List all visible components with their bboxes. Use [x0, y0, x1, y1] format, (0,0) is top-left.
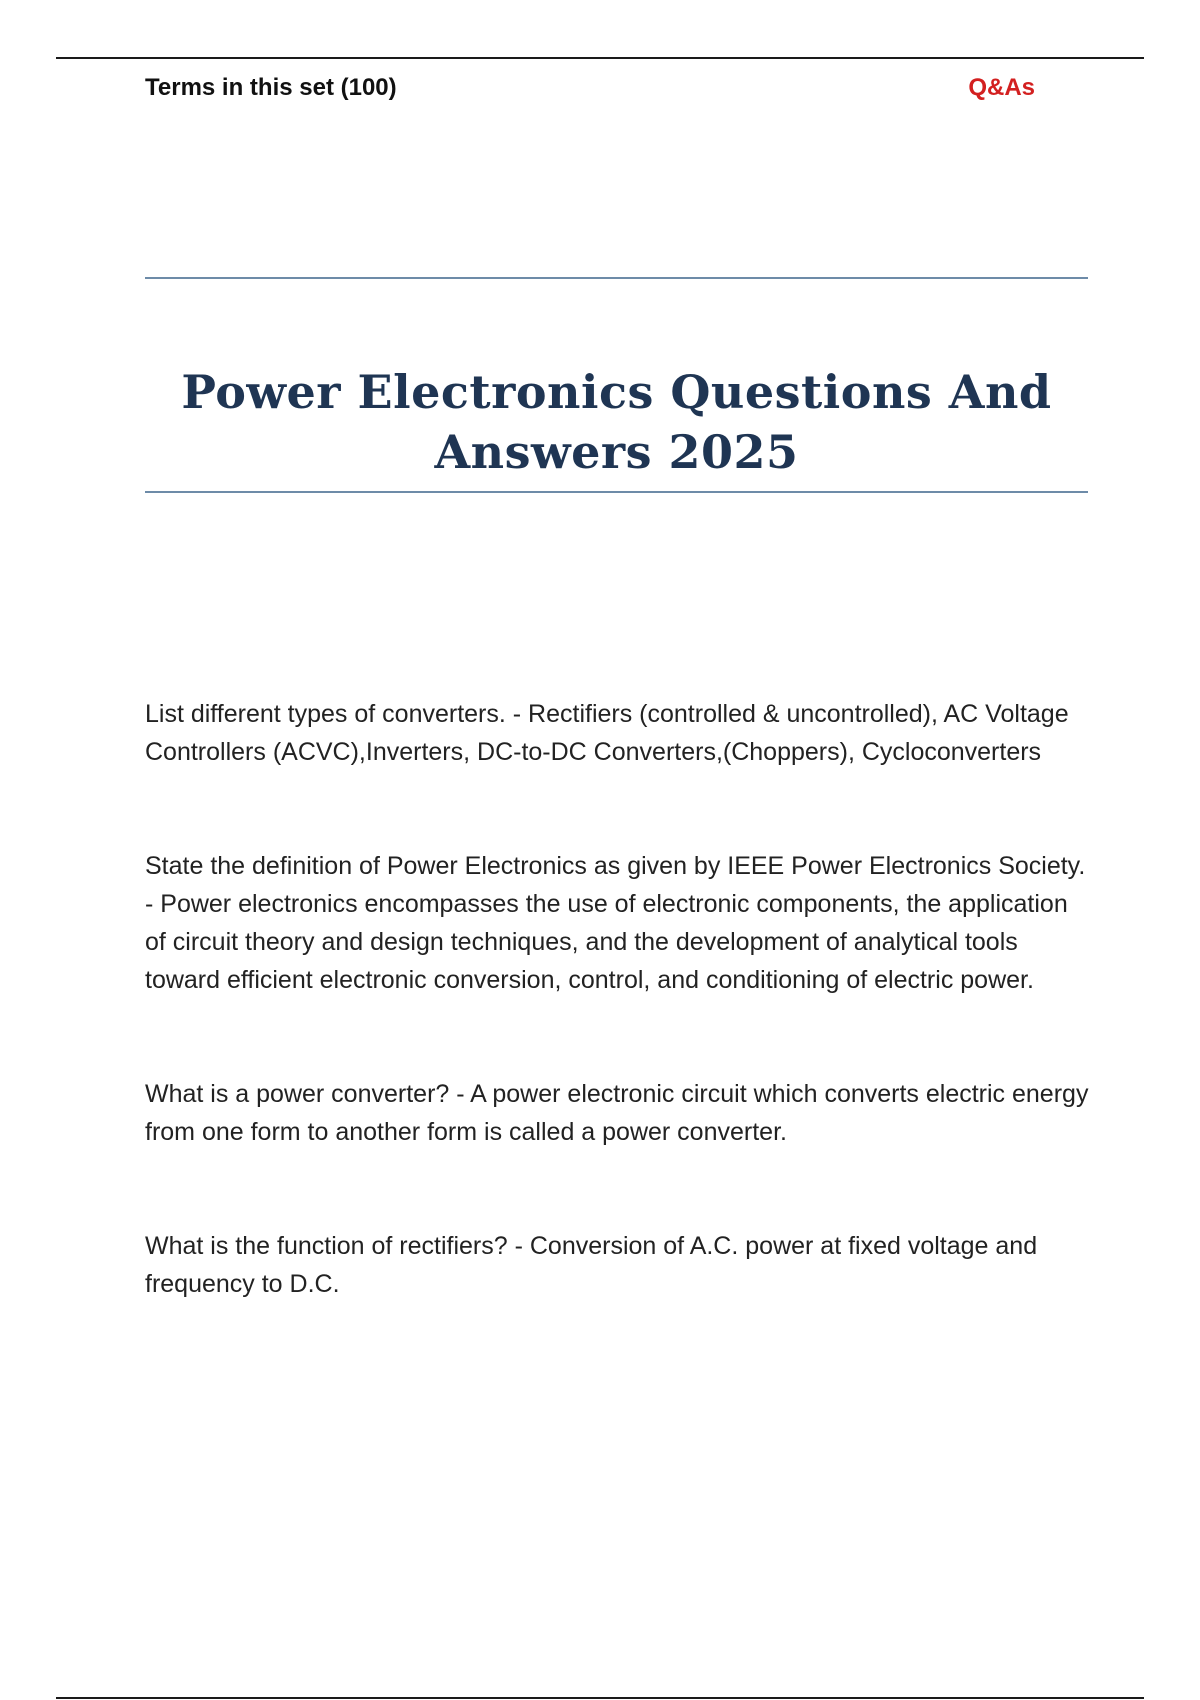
page-header — [145, 74, 1035, 102]
terms-count-label: Terms in this set (100) — [145, 74, 397, 101]
title-rule-upper — [145, 277, 1088, 279]
top-divider — [56, 57, 1144, 59]
document-title: Power Electronics Questions And Answers 2025 — [181, 365, 1052, 479]
qa-item: State the definition of Power Electronics as given by IEEE Power Electronics Society. - Power electronics encompasses the use of electronic components, the application of circuit theory and design techniques, and the development of analytical tools toward efficient electronic conversion, control, and conditioning of electric power. — [145, 852, 1086, 994]
qa-badge: Q&As — [968, 74, 1035, 101]
bottom-divider — [56, 1697, 1144, 1699]
qa-item: List different types of converters. - Rectifiers (controlled & uncontrolled), AC Voltage Controllers (ACVC),Inverters, DC-to-DC Converters,(Choppers), Cycloconverters — [145, 700, 1069, 766]
qa-item: What is a power converter? - A power electronic circuit which converts electric energy from one form to another form is called a power converter. — [145, 1080, 1089, 1146]
qa-item: What is the function of rectifiers? - Conversion of A.C. power at fixed voltage and frequency to D.C. — [145, 1232, 1038, 1298]
qa-list — [145, 695, 1095, 1303]
title-rule-lower — [145, 491, 1088, 493]
